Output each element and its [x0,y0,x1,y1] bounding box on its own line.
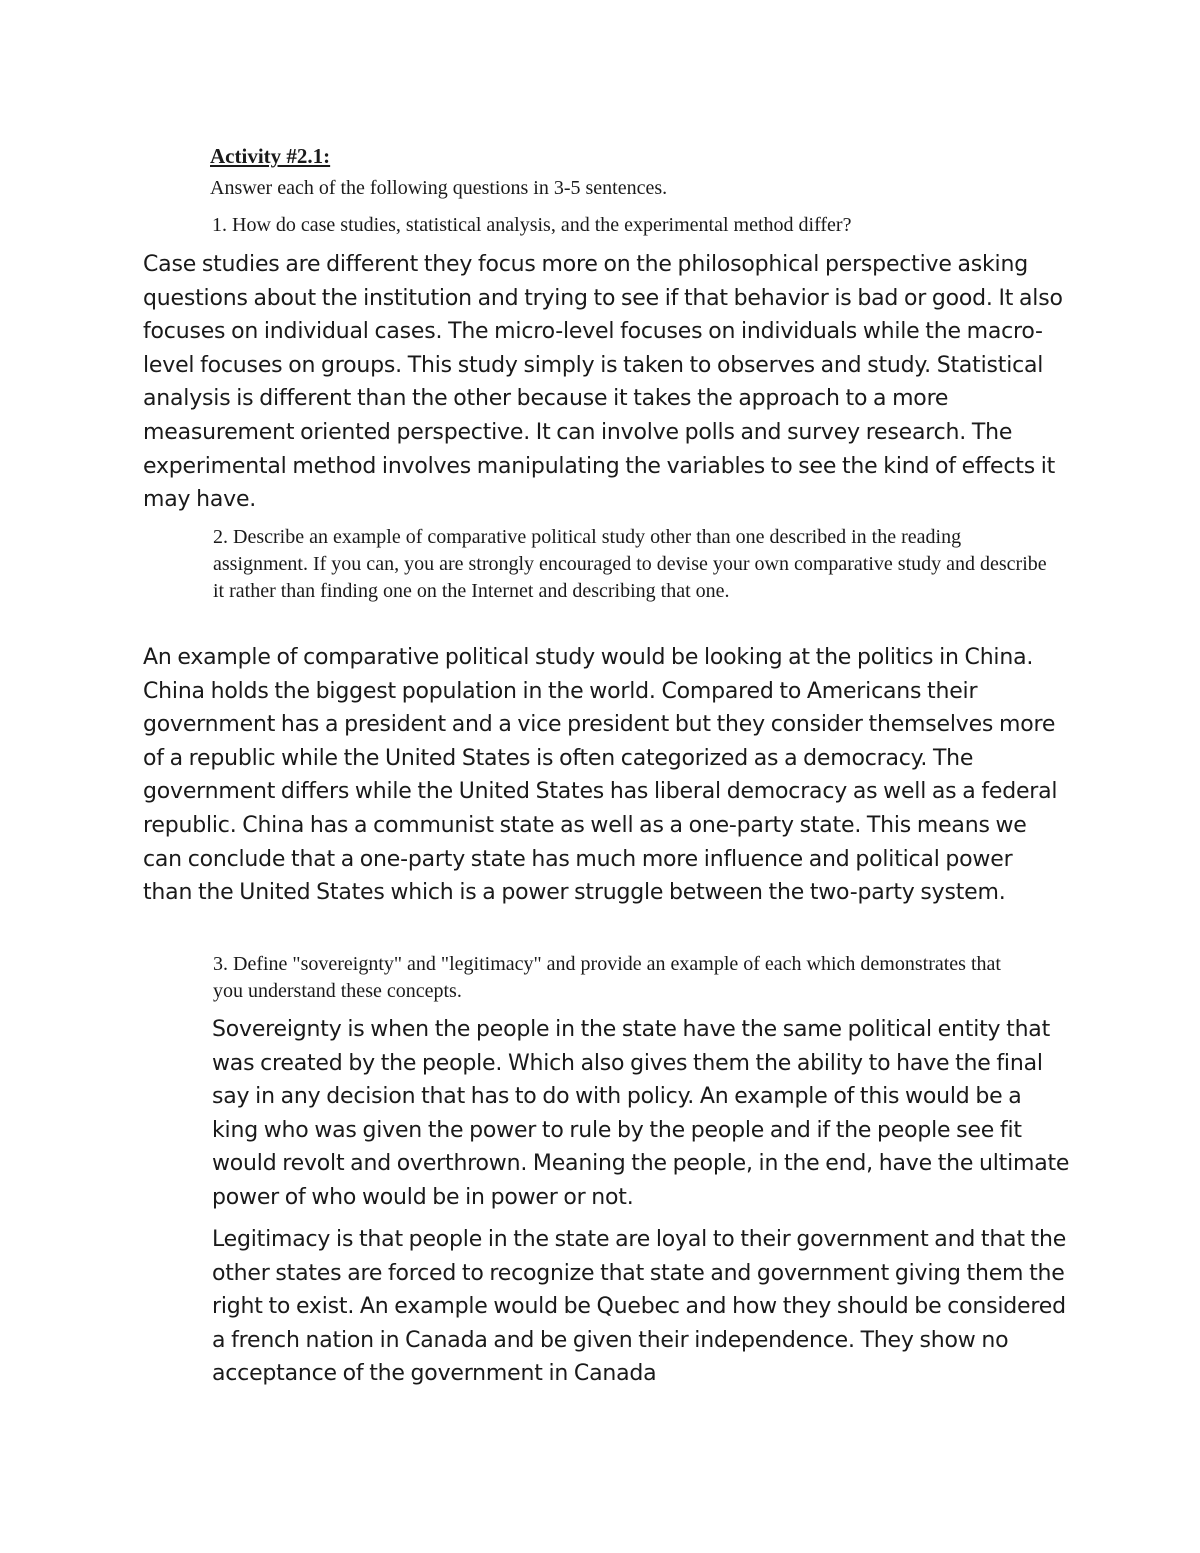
question-1: 1. How do case studies, statistical analysis, and the experimental method differ? [212,214,852,236]
answer-2: An example of comparative political study would be looking at the politics in China. China holds the biggest population in the world. Compared to Americans their government has a president and a vice president but they consider themselves more of a republic while the United States is often categorized as a democracy. The government differs while the United States has liberal democracy as well as a federal republic. China has a communist state as well as a one-party state. This means we can conclude that a one-party state has much more influence and political power than the United States which is a power struggle between the two-party system. [143,645,1058,906]
question-2: 2. Describe an example of comparative political study other than one described in the reading assignment. If you can, you are strongly encouraged to devise your own comparative study and describe it rather than finding one on the Internet and describing that one. [213,526,1047,602]
answer-3-sovereignty: Sovereignty is when the people in the state have the same political entity that was created by the people. Which also gives them the ability to have the final say in any decision that has to do with policy. An example of this would be a king who was given the power to rule by the people and if the people see fit would revolt and overthrown. Meaning the people, in the end, have the ultimate power of who would be in power or not. [212,1017,1070,1210]
activity-title: Activity #2.1: [210,144,331,168]
answer-1: Case studies are different they focus more on the philosophical perspective asking questions about the institution and trying to see if that behavior is bad or good. It also focuses on individual cases. The micro-level focuses on individuals while the macro-level focuses on groups. This study simply is taken to observes and study. Statistical analysis is different than the other because it takes the approach to a more measurement oriented perspective. It can involve polls and survey research. The experimental method involves manipulating the variables to see the kind of effects it may have. [143,252,1063,513]
answer-3-legitimacy: Legitimacy is that people in the state are loyal to their government and that the other states are forced to recognize that state and government giving them the right to exist. An example would be Quebec and how they should be considered a french nation in Canada and be given their independence. They show no acceptance of the government in Canada [212,1227,1067,1387]
question-3: 3. Define "sovereignty" and "legitimacy" and provide an example of each which demonstrates that you understand these concepts. [213,953,1001,1002]
instruction-text: Answer each of the following questions in 3-5 sentences. [210,177,668,199]
